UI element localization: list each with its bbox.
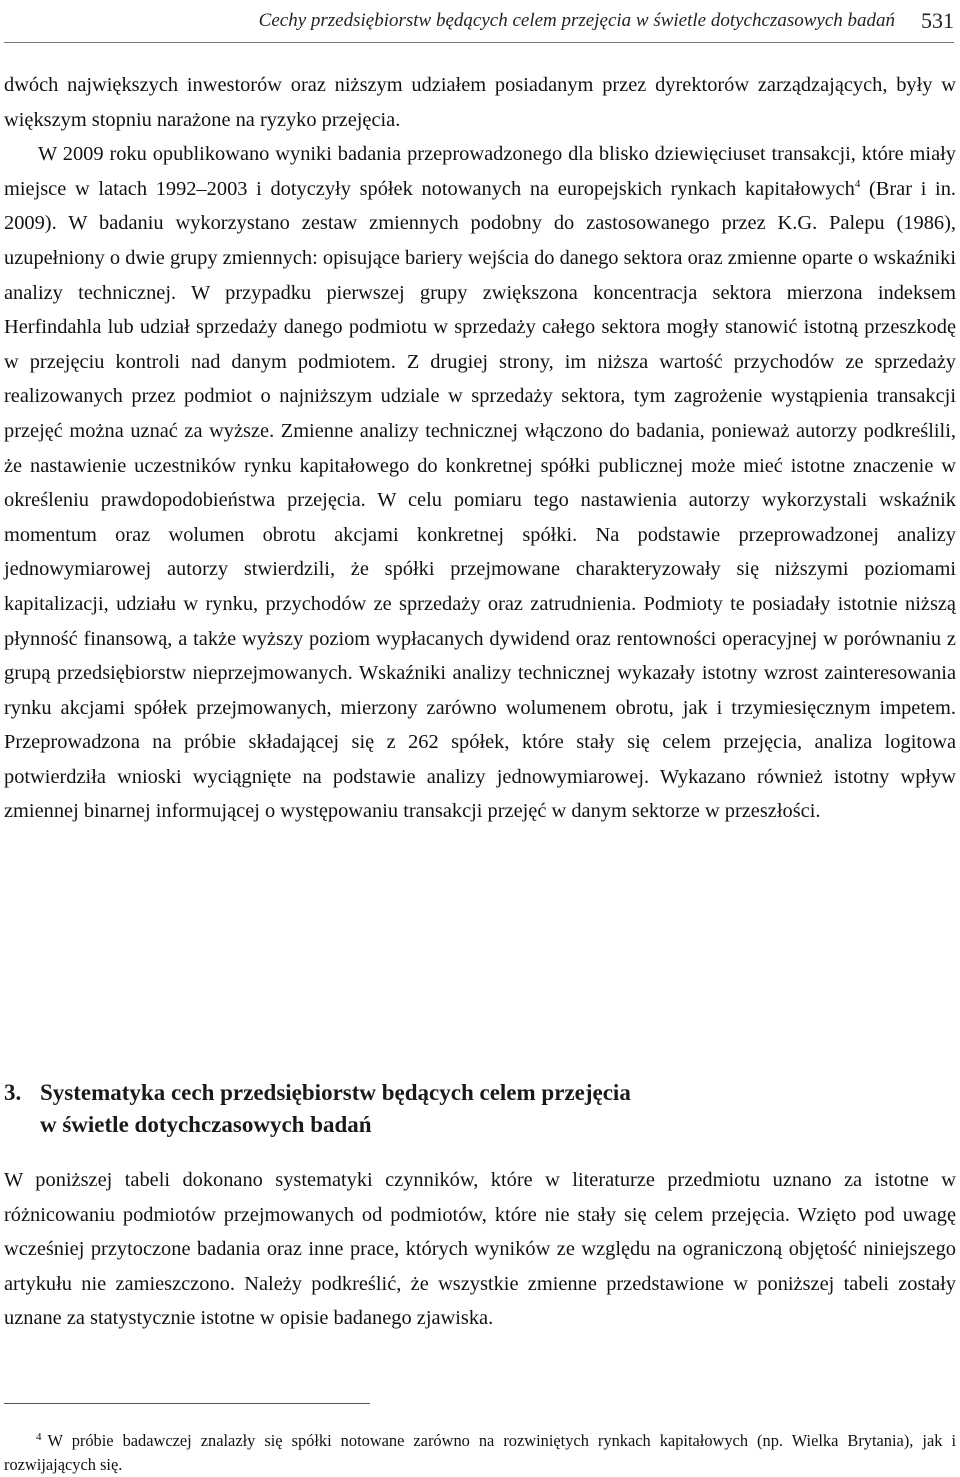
paragraph-main <box>4 137 956 829</box>
section-title-line2: w świetle dotychczasowych badań <box>40 1112 372 1137</box>
section-number: 3. <box>4 1080 22 1105</box>
paragraph-text: W poniższej tabeli dokonano systematyki czynników, które w literaturze przedmiotu uznano za istotne w różnicowaniu podmiotów przejmowanych od podmiotów, które nie stały się celem przejęcia. Wzięto pod uwagę wcześniej przytoczone badania oraz inne prace, których wyników ze względu na ograniczoną objętość niniejszego artykułu nie zamieszczono. Należy podkreślić, że wszystkie zmienne przedstawione w poniższej tabeli zostały uznane za statystycznie istotne w opisie badanego zjawiska. <box>4 1169 956 1330</box>
footnote-reference[interactable]: 4 <box>854 177 861 190</box>
paragraph-continuation: dwóch największych inwestorów oraz niższym udziałem posiadanym przez dyrektorów zarządzających, były w większym stopniu narażone na ryzyko przejęcia. <box>4 74 956 131</box>
text-before-footnote: W 2009 roku opublikowano wyniki badania przeprowadzonego dla blisko dziewięciuset transakcji, które miały miejsce w latach 1992–2003 i dotyczyły spółek notowanych na europejskich rynkach kapitałowych <box>4 143 956 200</box>
running-title: Cechy przedsiębiorstw będących celem przejęcia w świetle dotychczasowych badań <box>258 10 895 31</box>
running-header <box>4 2 954 40</box>
footnote: 4 W próbie badawczej znalazły się spółki notowane zarówno na rozwiniętych rynkach kapitałowych (np. Wielka Brytania), jak i rozwijających się. <box>4 1431 956 1474</box>
body-paragraph-2 <box>4 1163 956 1336</box>
text-after-footnote: (Brar i in. 2009). W badaniu wykorzystano zestaw zmiennych podobny do zastosowanego przez K.G. Palepu (1986), uzupełniony o dwie grupy zmiennych: opisujące bariery wejścia do danego sektora oraz zmienne oparte o wskaźniki analizy technicznej. W przypadku pierwszej grupy zwiększona koncentracja sektora mierzona indeksem Herfindahla lub udział sprzedaży danego podmiotu w sprzedaży całego sektora mogły stanowić istotną przeszkodę w przejęciu kontroli nad danym podmiotem. Z drugiej strony, im niższa wartość przychodów ze sprzedaży realizowanych przez podmiot o najniższym udziale w sprzedaży sektora, tym zagrożenie wystąpienia transakcji przejęć można uznać za wyższe. Zmienne analizy technicznej włączono do badania, ponieważ autorzy podkreślili, że nastawienie uczestników rynku kapitałowego do konkretnej spółki publicznej może mieć istotne znaczenie w określeniu prawdopodobieństwa przejęcia. W celu pomiaru tego nastawienia autorzy wykorzystali wskaźnik momentum oraz wolumen obrotu akcjami konkretnej spółki. Na podstawie przeprowadzonej analizy jednowymiarowej autorzy stwierdzili, że spółki przejmowane charakteryzowały się niższymi poziomami kapitalizacji, udziału w rynku, przychodów ze sprzedaży oraz zatrudnienia. Podmioty te posiadały istotnie niższą płynność finansową, a także wyższy poziom wypłacanych dywidend oraz rentowności operacyjnej w porównaniu z grupą przedsiębiorstw nieprzejmowanych. Wskaźniki analizy technicznej wykazały istotny wzrost zainteresowania rynku akcjami spółek przejmowanych, mierzony zarówno wolumenem obrotu, jak i trzymiesięcznym impetem. Przeprowadzona na próbie składającej się z 262 spółek, które stały się celem przejęcia, analiza logitowa potwierdziła wnioski wyciągnięte na podstawie analizy jednowymiarowej. Wykazano również istotny wpływ zmiennej binarnej informującej o występowaniu transakcji przejęć w danym sektorze w przeszłości. <box>4 177 956 823</box>
header-rule <box>4 42 954 43</box>
footnote-text: W próbie badawczej znalazły się spółki notowane zarówno na rozwiniętych rynkach kapitałowych (np. Wielka Brytania), jak i rozwijających się. <box>4 1431 956 1474</box>
body-paragraph-1 <box>4 68 956 829</box>
section-heading <box>4 1077 944 1141</box>
footnote-rule <box>4 1403 370 1404</box>
section-title-line1: Systematyka cech przedsiębiorstw będących celem przejęcia <box>40 1080 631 1105</box>
page-number: 531 <box>921 8 954 33</box>
